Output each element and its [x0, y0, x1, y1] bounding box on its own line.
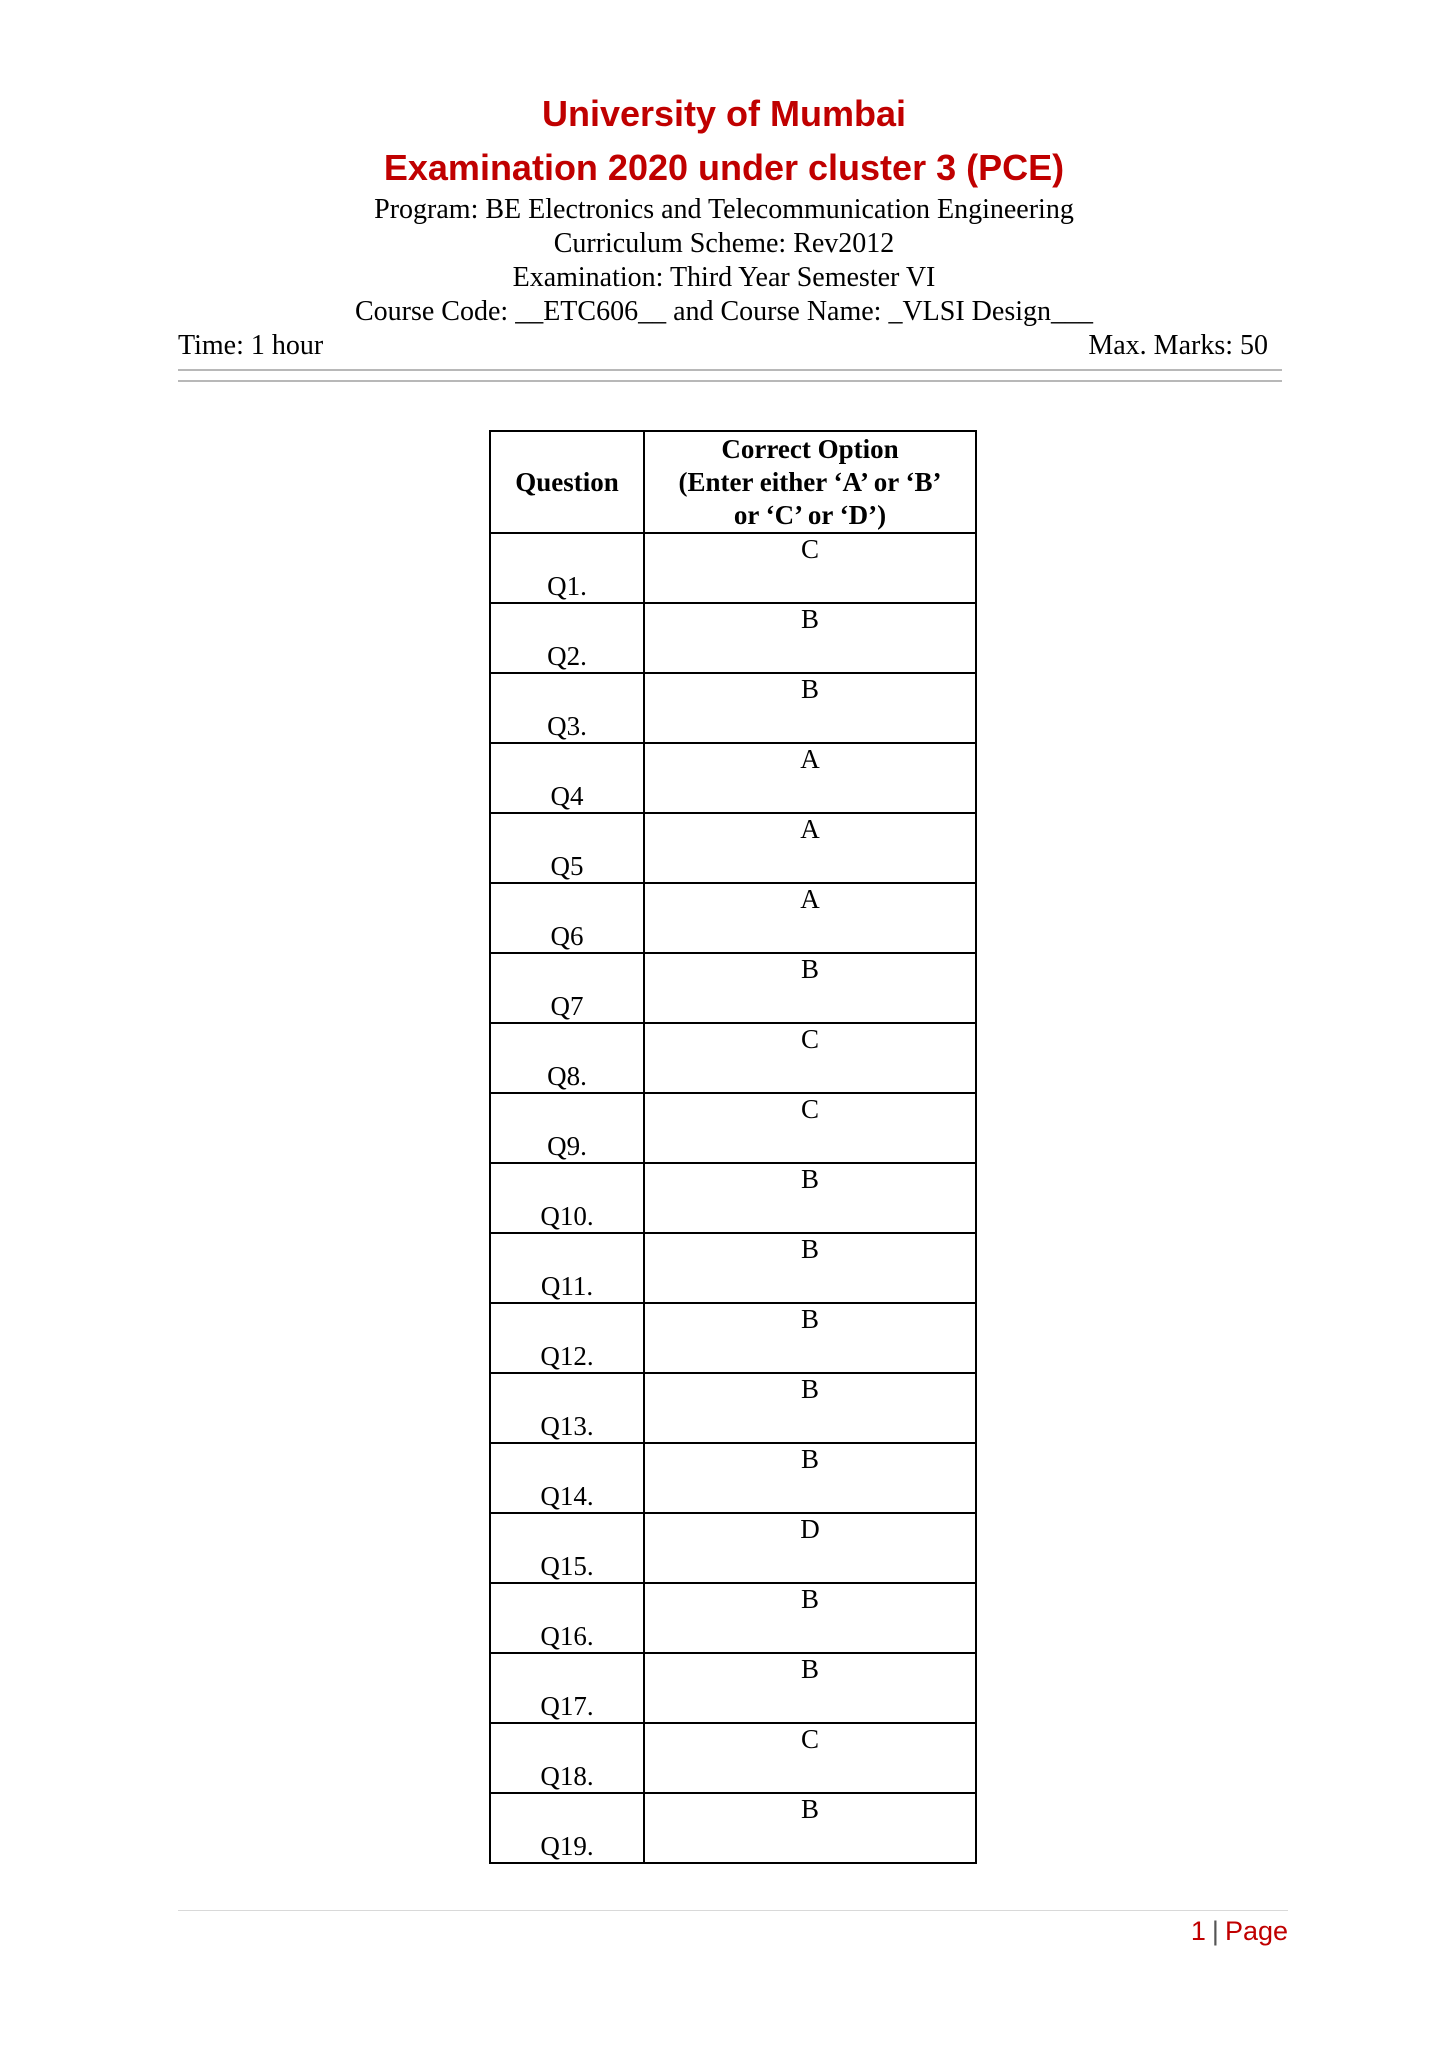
- question-number-cell: Q9.: [490, 1093, 644, 1163]
- correct-option-cell: D: [644, 1513, 976, 1583]
- question-number-cell: Q12.: [490, 1303, 644, 1373]
- exam-title: Examination 2020 under cluster 3 (PCE): [383, 147, 1065, 188]
- correct-option-cell: C: [644, 1723, 976, 1793]
- table-row: [490, 603, 976, 673]
- scheme-line: Curriculum Scheme: Rev2012: [553, 228, 895, 259]
- examination-line: Examination: Third Year Semester VI: [512, 262, 936, 293]
- question-number-cell: Q16.: [490, 1583, 644, 1653]
- question-number-cell: Q2.: [490, 603, 644, 673]
- question-column-header: Question: [490, 431, 644, 533]
- correct-option-cell: B: [644, 603, 976, 673]
- table-row: [490, 953, 976, 1023]
- table-row: [490, 1163, 976, 1233]
- correct-option-cell: A: [644, 813, 976, 883]
- table-row: [490, 1793, 976, 1863]
- correct-option-cell: B: [644, 1653, 976, 1723]
- double-rule-divider: [178, 369, 1282, 382]
- question-number-cell: Q8.: [490, 1023, 644, 1093]
- question-number-cell: Q7: [490, 953, 644, 1023]
- answer-key-table: [489, 430, 977, 1864]
- table-row: [490, 1723, 976, 1793]
- course-line: Course Code: __ETC606__ and Course Name: _VLSI Design___: [354, 296, 1094, 327]
- correct-option-cell: C: [644, 533, 976, 603]
- table-row: [490, 1233, 976, 1303]
- program-line: Program: BE Electronics and Telecommunication Engineering: [374, 194, 1074, 225]
- table-row: [490, 1653, 976, 1723]
- option-header-line-3: or ‘C’ or ‘D’): [733, 499, 887, 530]
- question-number-cell: Q3.: [490, 673, 644, 743]
- table-row: [490, 1583, 976, 1653]
- correct-option-cell: B: [644, 673, 976, 743]
- answer-rows: [490, 533, 976, 1863]
- correct-option-cell: B: [644, 1163, 976, 1233]
- question-number-cell: Q13.: [490, 1373, 644, 1443]
- question-number-cell: Q5: [490, 813, 644, 883]
- question-number-cell: Q4: [490, 743, 644, 813]
- table-header-row: [490, 431, 976, 533]
- correct-option-cell: B: [644, 1303, 976, 1373]
- question-number-cell: Q17.: [490, 1653, 644, 1723]
- table-row: [490, 1513, 976, 1583]
- page-footer: [1191, 1916, 1288, 1947]
- table-row: [490, 1373, 976, 1443]
- table-row: [490, 813, 976, 883]
- option-column-header: [644, 431, 976, 533]
- question-number-cell: Q10.: [490, 1163, 644, 1233]
- correct-option-cell: B: [644, 1583, 976, 1653]
- table-row: [490, 1303, 976, 1373]
- table-row: [490, 1093, 976, 1163]
- table-row: [490, 1443, 976, 1513]
- correct-option-cell: B: [644, 1443, 976, 1513]
- correct-option-cell: B: [644, 1793, 976, 1863]
- option-header-line-2: (Enter either ‘A’ or ‘B’: [678, 466, 942, 497]
- max-marks-label: Max. Marks: 50: [1088, 330, 1268, 361]
- question-number-cell: Q11.: [490, 1233, 644, 1303]
- table-row: [490, 1023, 976, 1093]
- correct-option-cell: C: [644, 1023, 976, 1093]
- correct-option-cell: C: [644, 1093, 976, 1163]
- correct-option-cell: A: [644, 743, 976, 813]
- question-number-cell: Q19.: [490, 1793, 644, 1863]
- question-number-cell: Q1.: [490, 533, 644, 603]
- correct-option-cell: A: [644, 883, 976, 953]
- option-header-line-1: Correct Option: [721, 433, 899, 464]
- question-number-cell: Q15.: [490, 1513, 644, 1583]
- page-number: 1: [1190, 1916, 1206, 1946]
- table-row: [490, 743, 976, 813]
- question-number-cell: Q18.: [490, 1723, 644, 1793]
- page-label: Page: [1224, 1916, 1288, 1946]
- table-row: [490, 533, 976, 603]
- correct-option-cell: B: [644, 1373, 976, 1443]
- footer-divider: [178, 1910, 1288, 1911]
- table-row: [490, 883, 976, 953]
- question-number-cell: Q14.: [490, 1443, 644, 1513]
- table-row: [490, 673, 976, 743]
- question-number-cell: Q6: [490, 883, 644, 953]
- university-title: University of Mumbai: [541, 93, 907, 134]
- correct-option-cell: B: [644, 953, 976, 1023]
- correct-option-cell: B: [644, 1233, 976, 1303]
- time-label: Time: 1 hour: [178, 330, 324, 361]
- footer-separator: |: [1211, 1916, 1219, 1946]
